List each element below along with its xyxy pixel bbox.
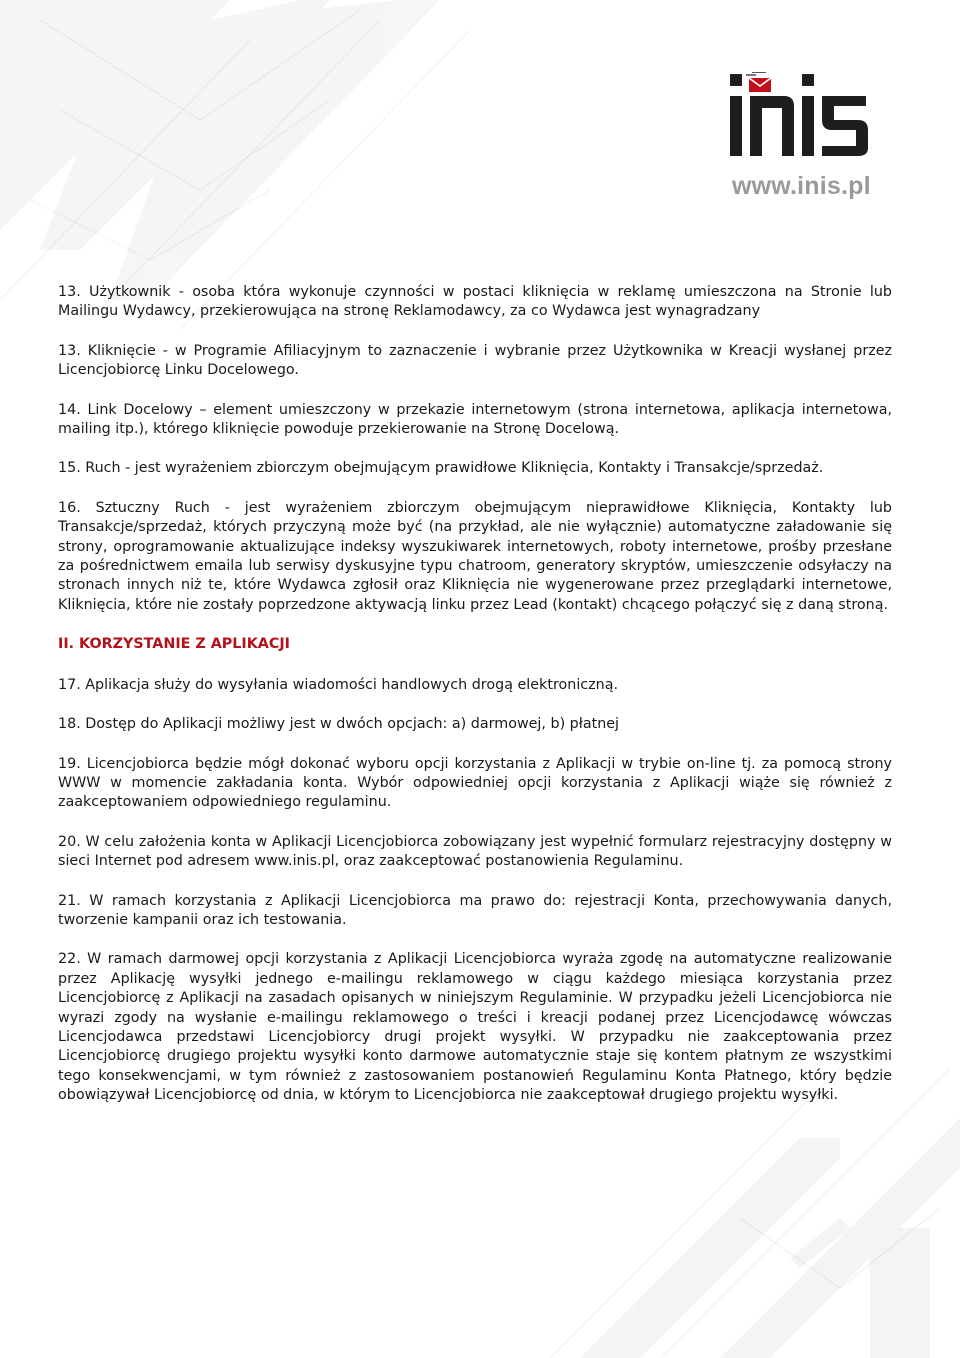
inis-wordmark <box>726 72 871 160</box>
document-body <box>58 283 892 1126</box>
paragraph-18: 18. Dostęp do Aplikacji możliwy jest w dwóch opcjach: a) darmowej, b) płatnej <box>58 716 620 733</box>
paragraph-16-sztuczny-ruch: 16. Sztuczny Ruch - jest wyrażeniem zbiorczym obejmującym nieprawidłowe Kliknięcia, Kontakty lub Transakcje/sprzedaż, których przyczyną może być (na przykład, ale nie wyłącznie) automatyczne załadowanie się strony, oprogramowanie aktualizujące indeksy wyszukiwarek internetowych, roboty internetowe, prośby przesłane za pośrednictwem emaila lub serwisy dyskusyjne typu chatroom, generatory skryptów, umieszczenie odsyłaczy na stronach innych niż te, które Wydawca zgłosił oraz Kliknięcia nie wygenerowane przez przeglądarki internetowe, Kliknięcia, które nie zostały poprzedzone aktywacją linku przez Lead (kontakt) chcącego połączyć się z daną stroną. <box>58 499 892 613</box>
paragraph-15-ruch: 15. Ruch - jest wyrażeniem zbiorczym obejmującym prawidłowe Kliknięcia, Kontakty i Transakcje/sprzedaż. <box>58 460 824 477</box>
paragraph-13-klikniecie: 13. Kliknięcie - w Programie Afiliacyjnym to zaznaczenie i wybranie przez Użytkownika w Kreacji wysłanej przez Licencjobiorcę Linku Docelowego. <box>58 342 892 379</box>
inis-logo <box>726 72 876 212</box>
paragraph-13-uzytkownik: 13. Użytkownik - osoba która wykonuje czynności w postaci kliknięcia w reklamę umieszczona na Stronie lub Mailingu Wydawcy, przekierowująca na stronę Reklamodawcy, za co Wydawca jest wynagradzany <box>58 284 892 320</box>
paragraph-22: 22. W ramach darmowej opcji korzystania z Aplikacji Licencjobiorca wyraża zgodę na automatyczne realizowanie przez Aplikację wysyłki jednego e-mailingu reklamowego w ciągu każdego miesiąca korzystania przez Licencjobiorcę z Aplikacji na zasadach opisanych w niniejszym Regulaminie. W przypadku jeżeli Licencjobiorca nie wyrazi zgody na wysłanie e-mailingu reklamowego o treści i kreacji podanej przez Licencjodawcę wówczas Licencjodawca przedstawi Licencjobiorcy drugi projekt wysyłki. W przypadku nie zaakceptowania przez Licencjobiorcę drugiego projektu wysyłki konto darmowe automatycznie staje się kontem płatnym ze wszystkimi tego konsekwencjami, w tym również z zastosowaniem postanowień Regulaminu Konta Płatnego, który będzie obowiązywał Licencjobiorcę od dnia, w którym to Licencjobiorca nie zaakceptował drugiego projektu wysyłki. <box>58 951 892 1104</box>
paragraph-14-link-docelowy: 14. Link Docelowy – element umieszczony w przekazie internetowym (strona internetowa, aplikacja internetowa, mailing itp.), którego kliknięcie powoduje przekierowanie na Stronę Docelową. <box>58 401 892 438</box>
website-url: www.inis.pl <box>732 172 871 200</box>
paragraph-17: 17. Aplikacja służy do wysyłania wiadomości handlowych drogą elektroniczną. <box>58 676 619 693</box>
paragraph-20: 20. W celu założenia konta w Aplikacji Licencjobiorca zobowiązany jest wypełnić formularz rejestracyjny dostępny w sieci Internet pod adresem www.inis.pl, oraz zaakceptować postanowienia Regulaminu. <box>58 833 892 870</box>
paragraph-19: 19. Licencjobiorca będzie mógł dokonać wyboru opcji korzystania z Aplikacji w trybie on-line tj. za pomocą strony WWW w momencie zakładania konta. Wybór odpowiedniej opcji korzystania z Aplikacji wiąże się również z zaakceptowaniem odpowiedniego regulaminu. <box>58 755 892 811</box>
section-heading: II. KORZYSTANIE Z APLIKACJI <box>58 636 290 653</box>
paragraph-21: 21. W ramach korzystania z Aplikacji Licencjobiorca ma prawo do: rejestracji Konta, przechowywania danych, tworzenie kampanii oraz ich testowania. <box>58 892 892 928</box>
background-watermark-top <box>0 0 480 330</box>
